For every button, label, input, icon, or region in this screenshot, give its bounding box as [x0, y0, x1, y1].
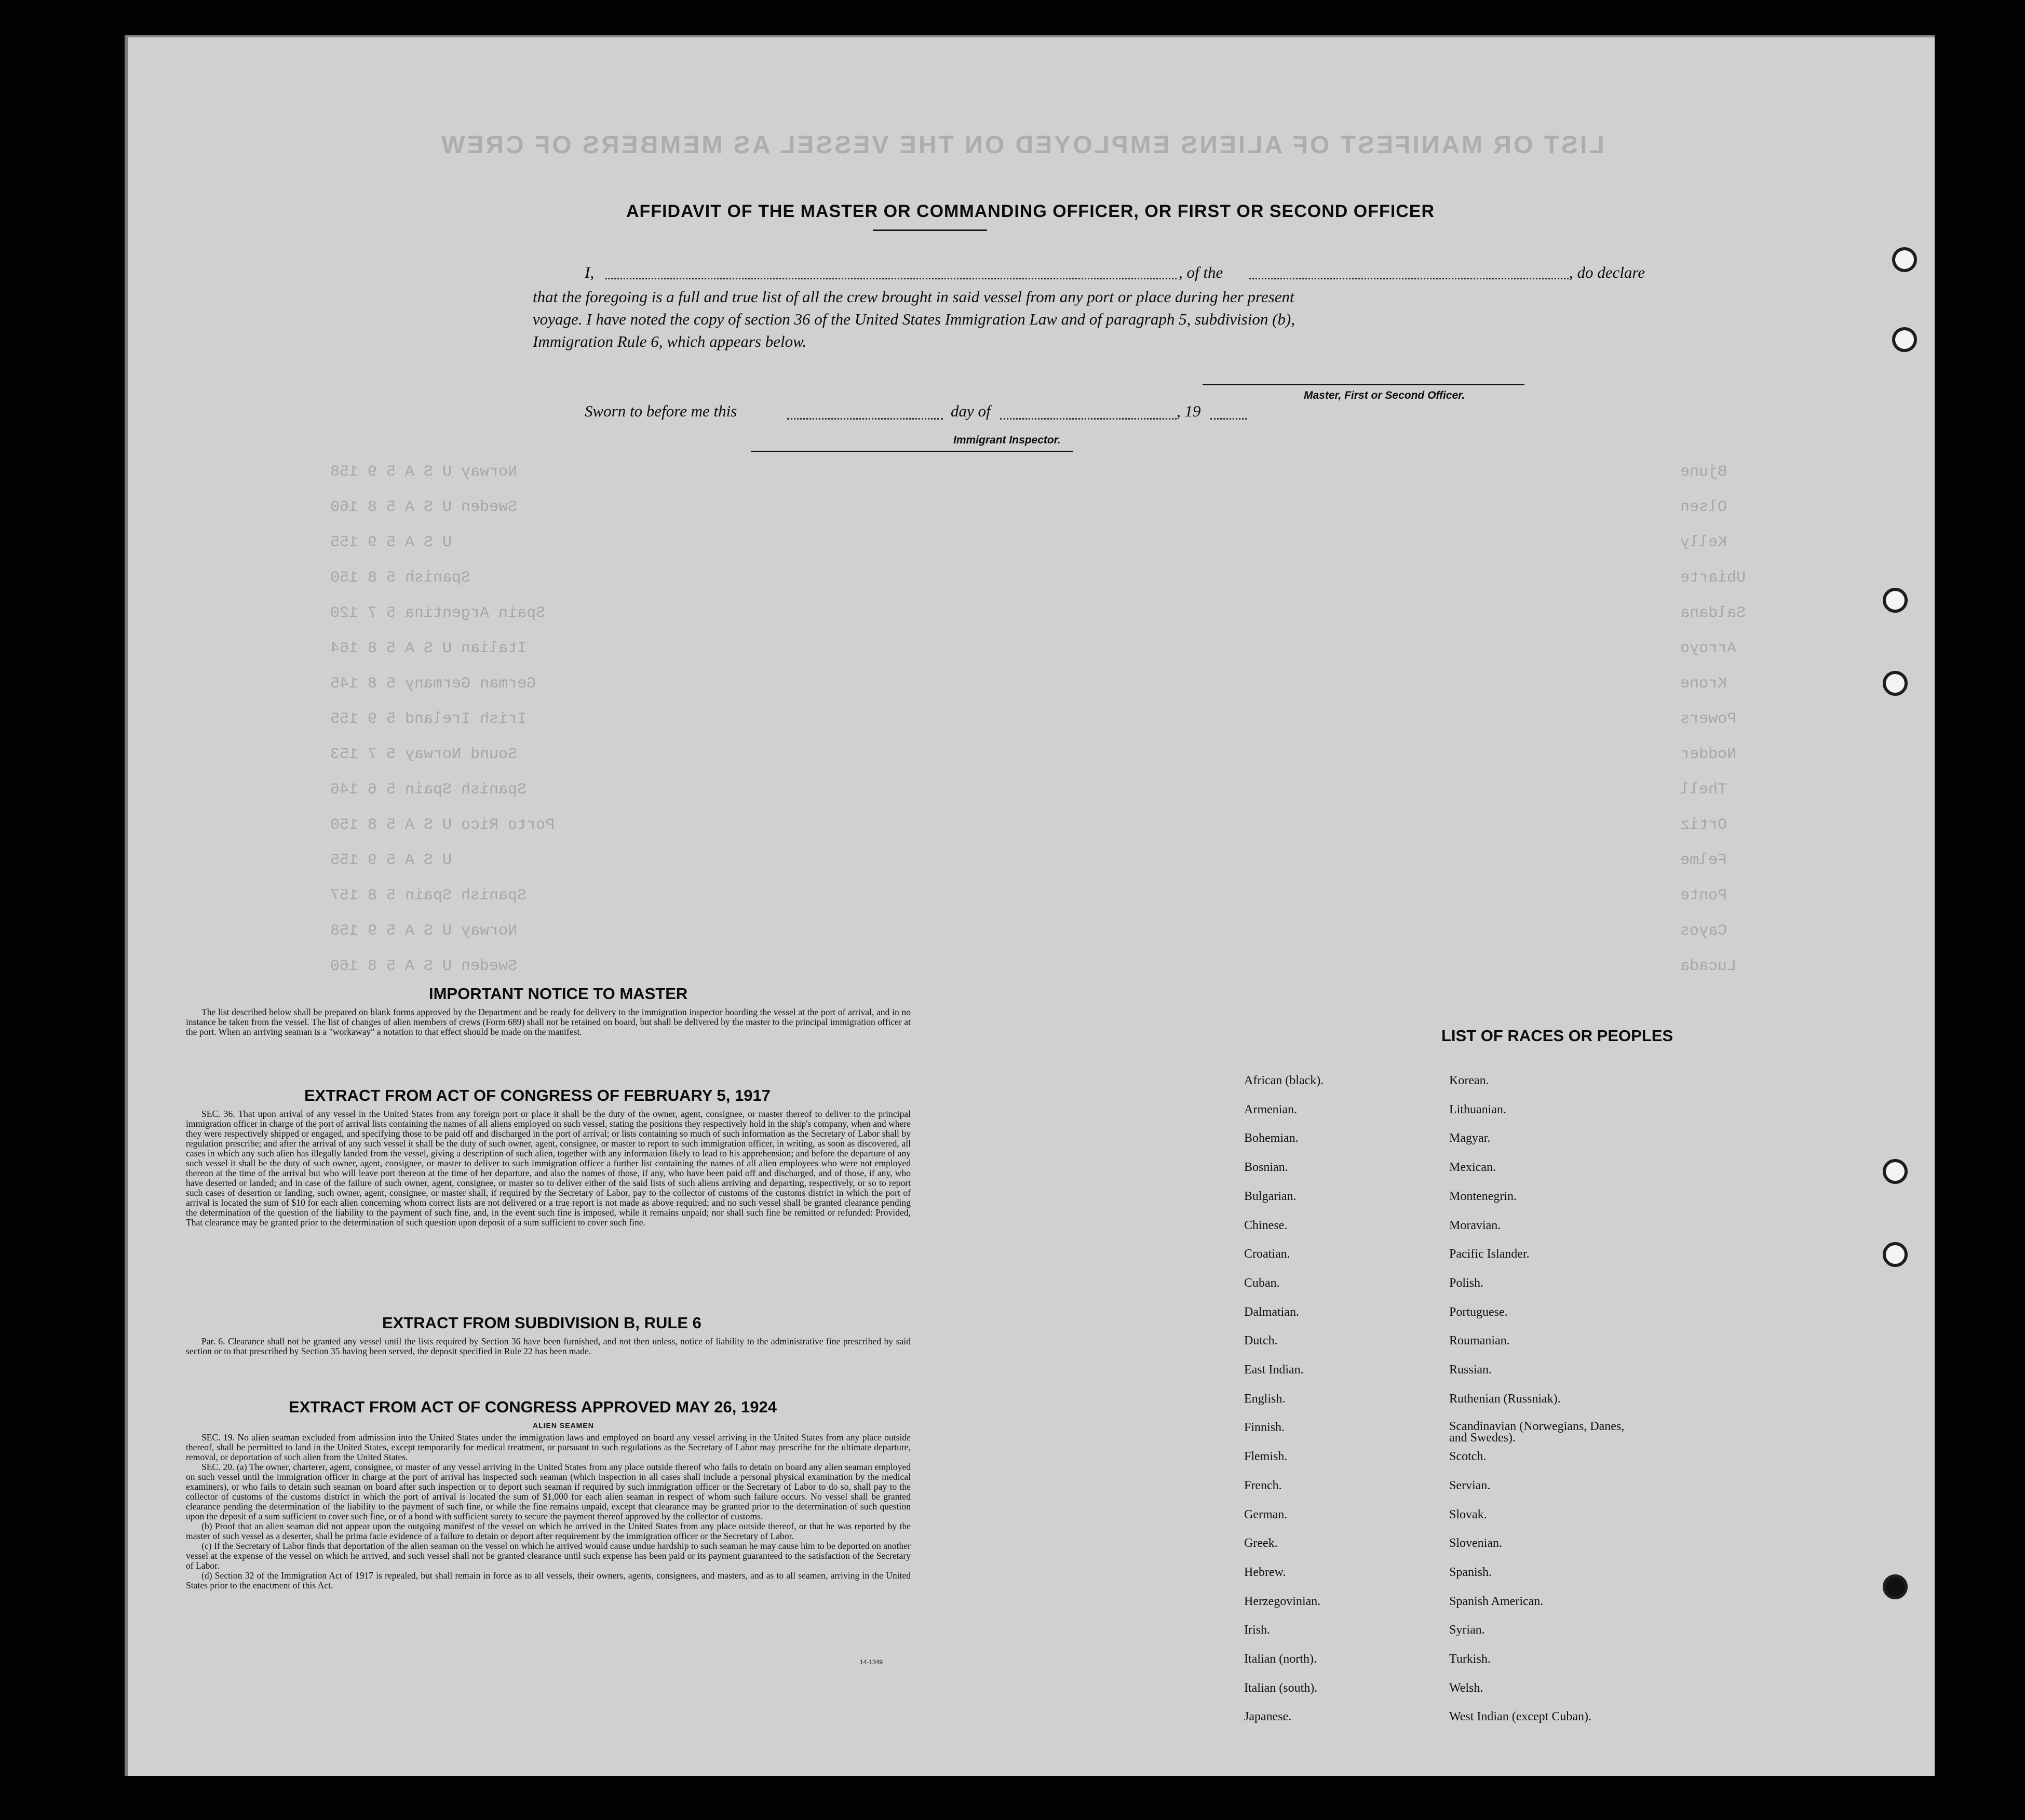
race-item: Turkish.: [1449, 1652, 1491, 1666]
bleed-through-row: Porto Rico U S A 5 8 150 Ortiz: [330, 816, 1727, 834]
title-underline: [873, 230, 987, 231]
extract-1924-subtitle: ALIEN SEAMEN: [533, 1421, 594, 1430]
bleed-through-row: Spain Argentina 5 7 120 Saldana: [330, 604, 1746, 622]
race-item: Bulgarian.: [1244, 1189, 1297, 1203]
race-item: Greek.: [1244, 1536, 1278, 1551]
affidavit-line1-of: , of the: [1179, 263, 1223, 281]
race-item: Spanish.: [1449, 1565, 1492, 1579]
race-item: Cuban.: [1244, 1276, 1280, 1290]
race-item: English.: [1244, 1392, 1286, 1406]
race-item: Japanese.: [1244, 1710, 1292, 1724]
bleed-through-row: German Germany 5 8 145 Krone: [330, 675, 1727, 693]
punch-hole: [1883, 671, 1908, 696]
race-item: East Indian.: [1244, 1363, 1304, 1377]
sworn-year-prefix: , 19: [1177, 402, 1201, 420]
race-item: Montenegrin.: [1449, 1189, 1517, 1203]
inspector-signature-label: Immigrant Inspector.: [953, 434, 1061, 446]
punch-hole: [1883, 588, 1908, 613]
race-item: Syrian.: [1449, 1623, 1485, 1637]
race-item: Mexican.: [1449, 1161, 1496, 1175]
affidavit-title: AFFIDAVIT OF THE MASTER OR COMMANDING OFFICER, OR FIRST OR SECOND OFFICER: [626, 201, 1435, 221]
notice-paragraph: The list described below shall be prepared on blank forms approved by the Department and be ready for delivery to the immigration inspector boarding the vessel at the port of arrival, and in no instance be taken from the vessel. The list of changes of alien members of crews (Form 689) shall not be retained on board, but shall be delivered by the master to the principal immigration officer at the port. When an arriving seaman is a "workaway" a notation to that effect should be made on the manifest.: [186, 1007, 911, 1037]
bleed-through-row: Norway U S A 5 9 158 Bjune: [330, 463, 1727, 481]
subdivision-b-text: [186, 1337, 911, 1356]
sec-20b-paragraph: (b) Proof that an alien seaman did not appear upon the outgoing manifest of the vessel on which he arrived in the United States from any place outside thereof, or that he was reported by the master of such vessel as a deserter, shall be prima facie evidence of a failure to detain or deport after requirement by the immigration officer or the Secretary of Labor.: [186, 1521, 911, 1541]
race-item: French.: [1244, 1478, 1282, 1492]
race-item: Irish.: [1244, 1623, 1270, 1637]
races-title: LIST OF RACES OR PEOPLES: [1441, 1027, 1673, 1045]
race-item: Spanish American.: [1449, 1594, 1544, 1608]
form-number: 14-1349: [860, 1659, 883, 1666]
extract-1924-text: [186, 1433, 911, 1590]
bleed-through-row: Spanish Spain 5 8 157 Ponte: [330, 887, 1727, 905]
race-item: Lithuanian.: [1449, 1102, 1506, 1116]
subdivision-b-title: EXTRACT FROM SUBDIVISION B, RULE 6: [382, 1314, 701, 1332]
race-item: Moravian.: [1449, 1218, 1501, 1232]
master-name-field[interactable]: [605, 278, 1177, 279]
extract-1924-title: EXTRACT FROM ACT OF CONGRESS APPROVED MAY 26, 1924: [289, 1398, 777, 1416]
sworn-text: Sworn to before me this: [585, 402, 737, 420]
punch-hole: [1892, 247, 1917, 272]
race-item: Polish.: [1449, 1276, 1484, 1290]
bleed-through-row: Italian U S A 5 8 164 Arroyo: [330, 640, 1737, 657]
sec-20c-paragraph: (c) If the Secretary of Labor finds that deportation of the alien seaman on the vessel on which he arrived would cause undue hardship to such seaman he may cause him to be deported on another vessel at the expense of the vessel on which he arrived, and such vessel shall not be granted clearance until such expense has been paid or its payment guaranteed to the satisfaction of the Secretary of Labor.: [186, 1541, 911, 1571]
bleed-through-row: Sweden U S A 5 8 160 Olsen: [330, 498, 1727, 516]
master-signature-label: Master, First or Second Officer.: [1304, 389, 1465, 401]
race-item: African (black).: [1244, 1074, 1324, 1087]
sec-19-paragraph: SEC. 19. No alien seaman excluded from admission into the United States under the immigration laws and employed on board any vessel arriving in the United States from any place outside thereof, shall be permitted to land in the United States, except temporarily for medical treatment, or pursuant to such regulations as the Secretary of Labor may prescribe for the ultimate departure, removal, or deportation of such alien from the United States.: [186, 1432, 911, 1462]
race-item: Armenian.: [1244, 1102, 1297, 1116]
bleed-through-row: Spanish 5 8 150 Ubiarte: [330, 569, 1746, 587]
extract-1917-title: EXTRACT FROM ACT OF CONGRESS OF FEBRUARY 5, 1917: [304, 1086, 771, 1104]
race-item: Herzegovinian.: [1244, 1594, 1321, 1608]
bleed-through-row: Sweden U S A 5 8 160 Lucada: [330, 958, 1737, 975]
race-item: Servian.: [1449, 1478, 1491, 1492]
bleed-through-row: U S A 5 9 155 Felme: [330, 852, 1727, 869]
race-item: Magyar.: [1449, 1131, 1491, 1145]
manifest-page: [125, 35, 1935, 1776]
bleed-through-heading: LIST OR MANIFEST OF ALIENS EMPLOYED ON THE VESSEL AS MEMBERS OF CREW: [439, 131, 1604, 159]
sworn-day-field[interactable]: [787, 418, 943, 420]
race-item: Chinese.: [1244, 1218, 1288, 1232]
race-item: Croatian.: [1244, 1247, 1290, 1261]
race-item: German.: [1244, 1507, 1288, 1521]
bleed-through-row: Irish Ireland 5 9 155 Powers: [330, 710, 1737, 728]
race-item: Pacific Islander.: [1449, 1247, 1530, 1261]
extract-1917-text: [186, 1109, 911, 1228]
master-signature-line[interactable]: [1203, 384, 1524, 385]
race-item: Portuguese.: [1449, 1305, 1508, 1319]
race-item: Welsh.: [1449, 1681, 1483, 1695]
bleed-through-row: U S A 5 9 155 Kelly: [330, 534, 1727, 551]
sec-20d-paragraph: (d) Section 32 of the Immigration Act of 1917 is repealed, but shall remain in force as to all vessels, their owners, agents, consignees, and masters, and as to all seamen, arriving in the United States prior to the enactment of this Act.: [186, 1570, 911, 1590]
race-item: Ruthenian (Russniak).: [1449, 1392, 1561, 1406]
sec-20a-paragraph: SEC. 20. (a) The owner, charterer, agent, consignee, or master of any vessel arriving in the United States from any place outside thereof who fails to detain on board any alien seaman employed on such vessel until the immigration officer in charge at the port of arrival has inspected such seaman (which inspection in all cases shall include a personal physical examination by the medical examiners), or who fails to detain such seaman on board after such inspection or to deport such seaman if required by such immigration officer or the Secretary of Labor to do so, shall pay to the collector of customs of the customs district in which the port of arrival is located the sum of $1,000 for each alien seaman in respect of whom such failure occurs. No vessel shall be granted clearance pending the determination of the liability to the payment of such fine, or while the fine remains unpaid, except that clearance may be granted prior to the determination of such question upon the deposit of a sum sufficient to cover such fine, or of a bond with sufficient surety to secure the payment thereof approved by the collector of customs.: [186, 1462, 911, 1521]
notice-text: [186, 1007, 911, 1037]
race-item: Italian (north).: [1244, 1652, 1317, 1666]
punch-hole: [1883, 1574, 1908, 1599]
race-item: Slovenian.: [1449, 1536, 1502, 1551]
inspector-signature-line[interactable]: [751, 451, 1073, 452]
race-item: Bosnian.: [1244, 1161, 1288, 1175]
affidavit-line2: that the foregoing is a full and true list of all the crew brought in said vessel from any port or place during her present: [533, 288, 1294, 306]
race-item: Flemish.: [1244, 1450, 1288, 1464]
sworn-day-of: day of: [951, 402, 991, 420]
punch-hole: [1892, 327, 1917, 352]
race-item: Korean.: [1449, 1074, 1489, 1087]
race-item: Roumanian.: [1449, 1334, 1510, 1348]
affidavit-line1-start: I,: [585, 263, 595, 281]
notice-title: IMPORTANT NOTICE TO MASTER: [429, 985, 688, 1003]
race-item: Hebrew.: [1244, 1565, 1286, 1579]
race-item: West Indian (except Cuban).: [1449, 1710, 1591, 1724]
bleed-through-row: Norway U S A 5 9 158 Cayos: [330, 922, 1727, 940]
vessel-name-field[interactable]: [1249, 278, 1569, 279]
race-item: Dalmatian.: [1244, 1305, 1299, 1319]
race-item: Finnish.: [1244, 1421, 1285, 1435]
affidavit-line4: Immigration Rule 6, which appears below.: [533, 332, 807, 350]
race-item: Russian.: [1449, 1363, 1492, 1377]
race-item: Italian (south).: [1244, 1681, 1318, 1695]
sworn-year-field[interactable]: [1210, 418, 1247, 420]
race-item: Dutch.: [1244, 1334, 1278, 1348]
bleed-through-row: Spanish Spain 5 6 146 Thell: [330, 781, 1727, 799]
affidavit-line3: voyage. I have noted the copy of section 36 of the United States Immigration Law and of paragraph 5, subdivision (b),: [533, 310, 1295, 328]
punch-hole: [1883, 1159, 1908, 1184]
race-item: Bohemian.: [1244, 1131, 1299, 1145]
race-item: Scotch.: [1449, 1450, 1487, 1464]
punch-hole: [1883, 1242, 1908, 1267]
affidavit-line1-declare: , do declare: [1569, 263, 1645, 281]
sworn-month-field[interactable]: [1000, 418, 1177, 420]
race-item: Scandinavian (Norwegians, Danes, and Swedes).: [1449, 1420, 1625, 1445]
bleed-through-row: Sound Norway 5 7 153 Nodder: [330, 746, 1737, 763]
subdivision-b-paragraph: Par. 6. Clearance shall not be granted any vessel until the lists required by Section 36 have been furnished, and not then unless, notice of liability to the administrative fine prescribed by said section or to that prescribed by Section 35 having been served, the deposit specified in Rule 22 has been made.: [186, 1336, 911, 1356]
race-item: Slovak.: [1449, 1507, 1487, 1521]
extract-1917-paragraph: SEC. 36. That upon arrival of any vessel in the United States from any foreign port or place it shall be the duty of the owner, agent, consignee, or master thereof to deliver to the principal immigration officer in charge of the port of arrival lists containing the names of all aliens employed on such vessel, stating the positions they respectively hold in the ship's company, when and where they were respectively shipped or engaged, and specifying those to be paid off and discharged in the port of arrival; or lists containing so much of such information as the Secretary of Labor shall by regulation prescribe; and after the arrival of any such vessel it shall be the duty of such owner, agent, consignee, or master to report to such immigration officer, in writing, as soon as discovered, all cases in which any such alien has illegally landed from the vessel, giving a description of such alien, together with any information likely to lead to his apprehension; and before the departure of any such vessel it shall be the duty of such owner, agent, consignee, or master to deliver to such immigration officer a further list containing the names of all alien employees who were not employed thereon at the time of the arrival but who will leave port thereon at the time of her departure, and also the names of those, if any, who have been paid off and discharged, and of those, if any, who have deserted or landed; and in case of the failure of such owner, agent, consignee, or master so to deliver either of the said lists of such aliens arriving and departing, respectively, or so to report such cases of desertion or landing, such owner, agent, consignee, or master shall, if required by the Secretary of Labor, pay to the collector of customs of the customs district in which the port of arrival is located the sum of $10 for each alien concerning whom correct lists are not delivered or a true report is not made as above required; and no such vessel shall be granted clearance pending the determination of the question of the liability to the payment of such fine, and, in the event such fine is imposed, while it remains unpaid; nor shall such fine be remitted or refunded: Provided, That clearance may be granted prior to the determination of such question upon deposit of a sum sufficient to cover such fine.: [186, 1109, 911, 1228]
